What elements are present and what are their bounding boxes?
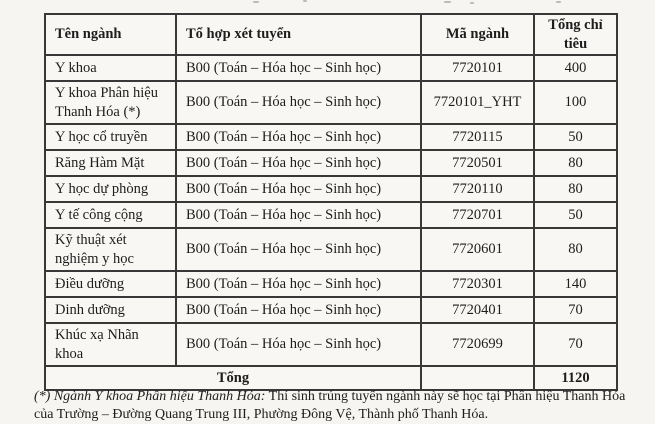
major-code-cell: 7720401	[421, 297, 534, 323]
major-name-cell: Y khoa Phân hiệu Thanh Hóa (*)	[45, 81, 176, 124]
quota-cell: 140	[534, 271, 617, 297]
major-code-cell: 7720115	[421, 124, 534, 150]
table-row	[45, 55, 617, 81]
major-name-cell: Y tế công cộng	[45, 202, 176, 228]
combo-cell: B00 (Toán – Hóa học – Sinh học)	[176, 323, 421, 366]
table-row	[45, 81, 617, 124]
combo-cell: B00 (Toán – Hóa học – Sinh học)	[176, 55, 421, 81]
col-header-major-name: Tên ngành	[45, 14, 176, 55]
col-header-quota: Tổng chỉ tiêu	[534, 14, 617, 55]
total-label-cell: Tổng	[45, 366, 421, 390]
major-code-cell: 7720101_YHT	[421, 81, 534, 124]
quota-cell: 80	[534, 228, 617, 271]
table-row	[45, 228, 617, 271]
major-code-cell: 7720110	[421, 176, 534, 202]
col-header-major-code: Mã ngành	[421, 14, 534, 55]
table-row	[45, 176, 617, 202]
scan-artifact	[444, 1, 451, 3]
quota-cell: 80	[534, 150, 617, 176]
footnote-lead: (*) Ngành Y khoa Phân hiệu Thanh Hóa:	[34, 389, 266, 404]
quota-cell: 50	[534, 124, 617, 150]
major-name-cell: Điều dưỡng	[45, 271, 176, 297]
combo-cell: B00 (Toán – Hóa học – Sinh học)	[176, 202, 421, 228]
combo-cell: B00 (Toán – Hóa học – Sinh học)	[176, 176, 421, 202]
quota-cell: 100	[534, 81, 617, 124]
footnote-body: Thí sinh trúng tuyển ngành này sẽ học tại Phân hiệu Thanh Hóa của Trường – Đường Quang Trung III, Phường Đông Vệ, Thành phố Thanh Hóa.	[34, 389, 626, 423]
combo-cell: B00 (Toán – Hóa học – Sinh học)	[176, 228, 421, 271]
quota-cell: 70	[534, 297, 617, 323]
scan-artifact	[556, 1, 561, 3]
table-row	[45, 150, 617, 176]
major-code-cell: 7720699	[421, 323, 534, 366]
combo-cell: B00 (Toán – Hóa học – Sinh học)	[176, 81, 421, 124]
quota-cell: 70	[534, 323, 617, 366]
table-row	[45, 271, 617, 297]
quota-cell: 50	[534, 202, 617, 228]
table-row	[45, 297, 617, 323]
table-row	[45, 202, 617, 228]
quota-cell: 400	[534, 55, 617, 81]
scan-artifact	[303, 0, 307, 2]
major-name-cell: Y học dự phòng	[45, 176, 176, 202]
quota-cell: 80	[534, 176, 617, 202]
major-code-cell: 7720601	[421, 228, 534, 271]
table-total-row	[45, 366, 617, 390]
major-code-cell: 7720701	[421, 202, 534, 228]
major-name-cell: Khúc xạ Nhãn khoa	[45, 323, 176, 366]
table-row	[45, 124, 617, 150]
combo-cell: B00 (Toán – Hóa học – Sinh học)	[176, 150, 421, 176]
total-quota-cell: 1120	[534, 366, 617, 390]
major-code-cell: 7720301	[421, 271, 534, 297]
combo-cell: B00 (Toán – Hóa học – Sinh học)	[176, 297, 421, 323]
table-row	[45, 323, 617, 366]
table-header-row	[45, 14, 617, 55]
major-name-cell: Kỹ thuật xét nghiệm y học	[45, 228, 176, 271]
admissions-table	[44, 13, 618, 391]
major-name-cell: Dinh dưỡng	[45, 297, 176, 323]
combo-cell: B00 (Toán – Hóa học – Sinh học)	[176, 124, 421, 150]
combo-cell: B00 (Toán – Hóa học – Sinh học)	[176, 271, 421, 297]
major-code-cell: 7720501	[421, 150, 534, 176]
major-name-cell: Răng Hàm Mặt	[45, 150, 176, 176]
col-header-combo: Tổ hợp xét tuyển	[176, 14, 421, 55]
major-name-cell: Y khoa	[45, 55, 176, 81]
total-code-empty-cell	[421, 366, 534, 390]
scan-artifact	[253, 1, 259, 3]
scan-artifact	[470, 2, 474, 4]
major-code-cell: 7720101	[421, 55, 534, 81]
footnote	[34, 388, 634, 424]
major-name-cell: Y học cổ truyền	[45, 124, 176, 150]
